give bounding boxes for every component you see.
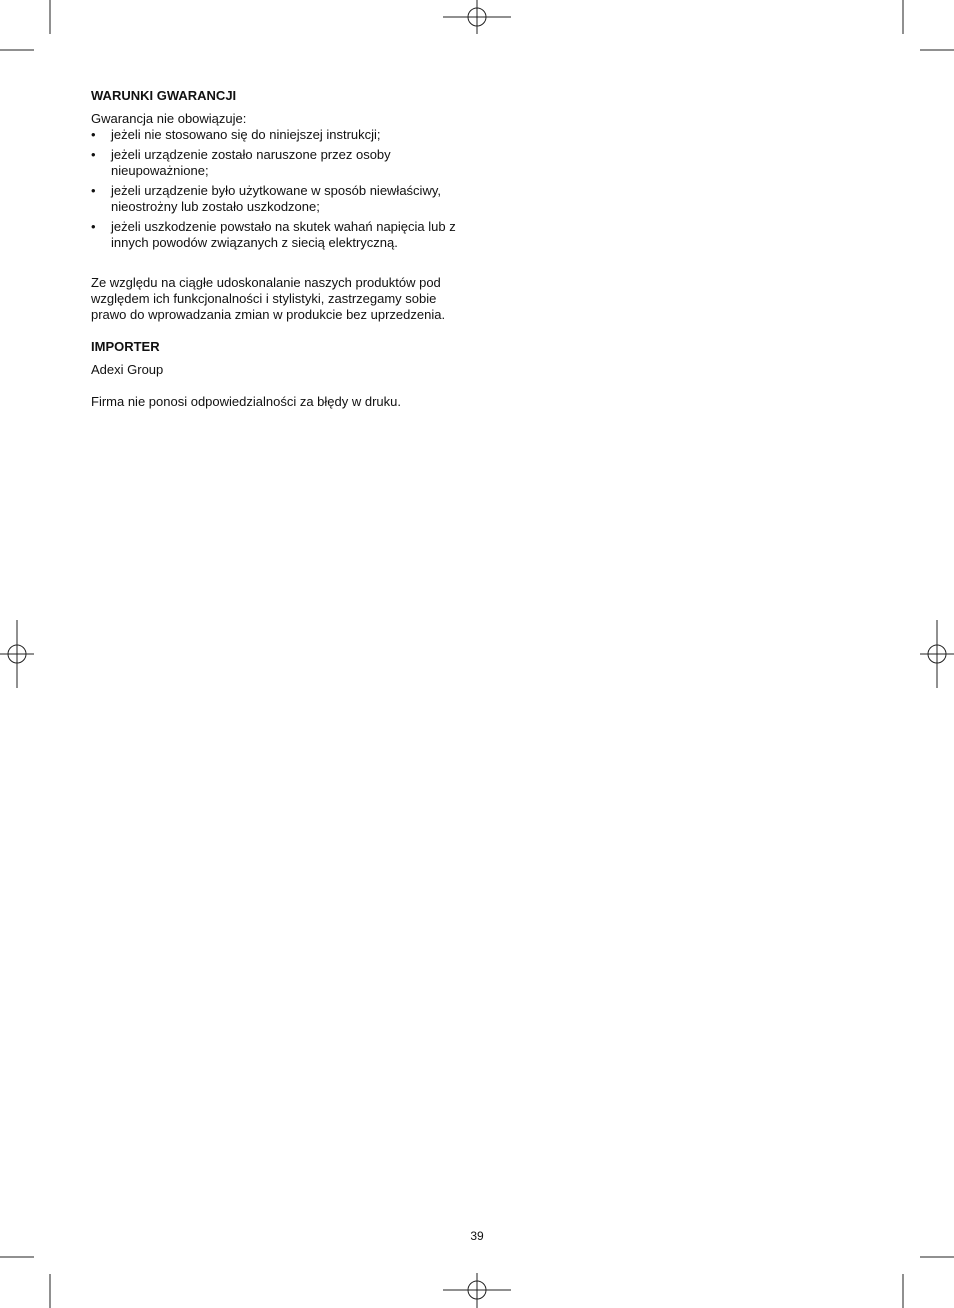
list-item [91, 127, 463, 143]
list-item-text: jeżeli nie stosowano się do niniejszej instrukcji; [111, 127, 381, 142]
warranty-intro: Gwarancja nie obowiązuje: [91, 111, 247, 126]
page-number: 39 [470, 1229, 484, 1243]
warranty-exclusions-list [91, 127, 463, 251]
list-item [91, 183, 463, 215]
list-item [91, 147, 463, 179]
warranty-heading: WARUNKI GWARANCJI [91, 88, 237, 103]
importer-section [91, 339, 463, 410]
list-item [91, 219, 463, 251]
registration-mark-icon [443, 1273, 511, 1308]
bullet-icon: • [91, 219, 96, 234]
importer-heading: IMPORTER [91, 339, 160, 354]
spacer [91, 255, 463, 275]
print-error-disclaimer: Firma nie ponosi odpowiedzialności za błędy w druku. [91, 394, 401, 409]
list-item-text: jeżeli urządzenie zostało naruszone przez osoby nieupoważnione; [111, 147, 391, 178]
page-content [91, 88, 463, 410]
list-item-text: jeżeli urządzenie było użytkowane w sposób niewłaściwy, nieostrożny lub zostało uszkodzone; [111, 183, 441, 214]
product-change-note: Ze względu na ciągłe udoskonalanie naszych produktów pod względem ich funkcjonalności i stylistyki, zastrzegamy sobie prawo do wprowadzania zmian w produkcie bez uprzedzenia. [91, 275, 446, 322]
spacer [91, 378, 463, 394]
registration-mark-icon [443, 0, 511, 34]
importer-name: Adexi Group [91, 362, 164, 377]
list-item-text: jeżeli uszkodzenie powstało na skutek wahań napięcia lub z innych powodów związanych z siecią elektryczną. [111, 219, 456, 250]
registration-mark-icon [0, 620, 34, 688]
bullet-icon: • [91, 147, 96, 162]
spacer [91, 323, 463, 339]
bullet-icon: • [91, 127, 96, 142]
warranty-section [91, 88, 463, 323]
bullet-icon: • [91, 183, 96, 198]
registration-mark-icon [920, 620, 954, 688]
